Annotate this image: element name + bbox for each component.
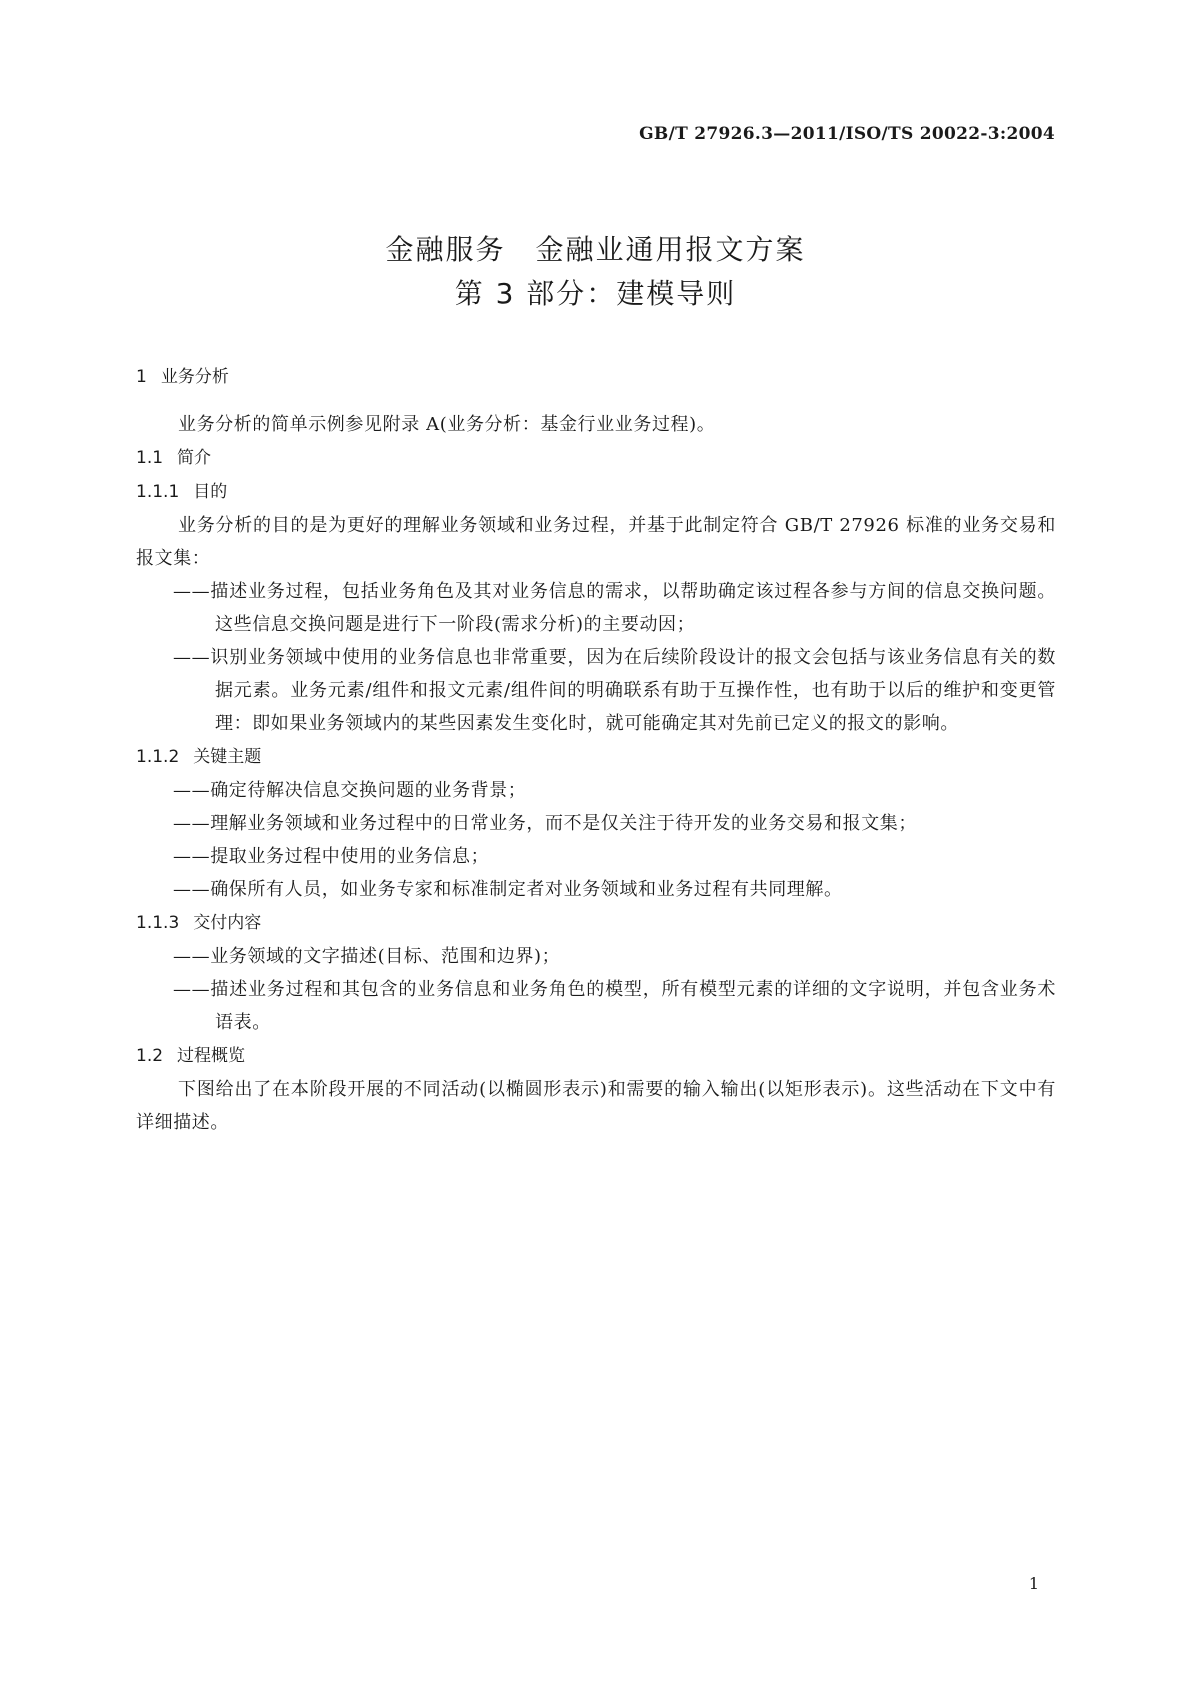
list-item: ——描述业务过程和其包含的业务信息和业务角色的模型，所有模型元素的详细的文字说明，并包含业务术语表。 xyxy=(173,979,1056,1033)
section-heading-1-2 xyxy=(136,1039,1056,1073)
section-number: 1.2 xyxy=(136,1046,164,1066)
section-heading-1-1-3 xyxy=(136,906,1056,940)
list-item: ——提取业务过程中使用的业务信息； xyxy=(173,846,490,867)
paragraph: 业务分析的简单示例参见附录 A(业务分析：基金行业业务过程)。 xyxy=(178,414,716,435)
page-number: 1 xyxy=(1028,1574,1039,1593)
paragraph: 下图给出了在本阶段开展的不同活动(以椭圆形表示)和需要的输入输出(以矩形表示)。这些活动在下文中有详细描述。 xyxy=(136,1079,1056,1133)
list-item: ——业务领域的文字描述(目标、范围和边界)； xyxy=(173,946,561,967)
section-title: 关键主题 xyxy=(193,747,262,767)
section-heading-1-1-1 xyxy=(136,475,1056,509)
paragraph: 业务分析的目的是为更好的理解业务领域和业务过程，并基于此制定符合 GB/T 27926 标准的业务交易和报文集： xyxy=(136,515,1056,569)
list-item: ——确定待解决信息交换问题的业务背景； xyxy=(173,780,527,801)
section-heading-1-1 xyxy=(136,441,1056,475)
section-number: 1.1.2 xyxy=(136,747,180,767)
section-heading-1 xyxy=(136,360,1056,394)
section-number: 1 xyxy=(136,367,147,387)
list-item: ——理解业务领域和业务过程中的日常业务，而不是仅关注于待开发的业务交易和报文集； xyxy=(173,813,917,834)
list-item: ——识别业务领域中使用的业务信息也非常重要，因为在后续阶段设计的报文会包括与该业务信息有关的数据元素。业务元素/组件和报文元素/组件间的明确联系有助于互操作性，也有助于以后的维护和变更管理：即如果业务领域内的某些因素发生变化时，就可能确定其对先前已定义的报文的影响。 xyxy=(173,647,1056,734)
section-number: 1.1 xyxy=(136,448,164,468)
section-heading-1-1-2 xyxy=(136,740,1056,774)
section-number: 1.1.1 xyxy=(136,482,180,502)
section-title: 过程概览 xyxy=(177,1046,246,1066)
section-title: 业务分析 xyxy=(160,367,229,387)
document-body xyxy=(136,360,1056,1139)
section-title: 交付内容 xyxy=(193,913,262,933)
standard-code: GB/T 27926.3—2011/ISO/TS 20022-3:2004 xyxy=(639,124,1055,144)
document-subtitle: 第 3 部分：建模导则 xyxy=(454,277,737,310)
document-title: 金融服务 金融业通用报文方案 xyxy=(385,233,806,266)
list-item: ——确保所有人员，如业务专家和标准制定者对业务领域和业务过程有共同理解。 xyxy=(173,879,843,900)
section-number: 1.1.3 xyxy=(136,913,180,933)
section-title: 目的 xyxy=(193,482,228,502)
section-title: 简介 xyxy=(177,448,212,468)
list-item: ——描述业务过程，包括业务角色及其对业务信息的需求，以帮助确定该过程各参与方间的信息交换问题。这些信息交换问题是进行下一阶段(需求分析)的主要动因； xyxy=(173,581,1056,635)
